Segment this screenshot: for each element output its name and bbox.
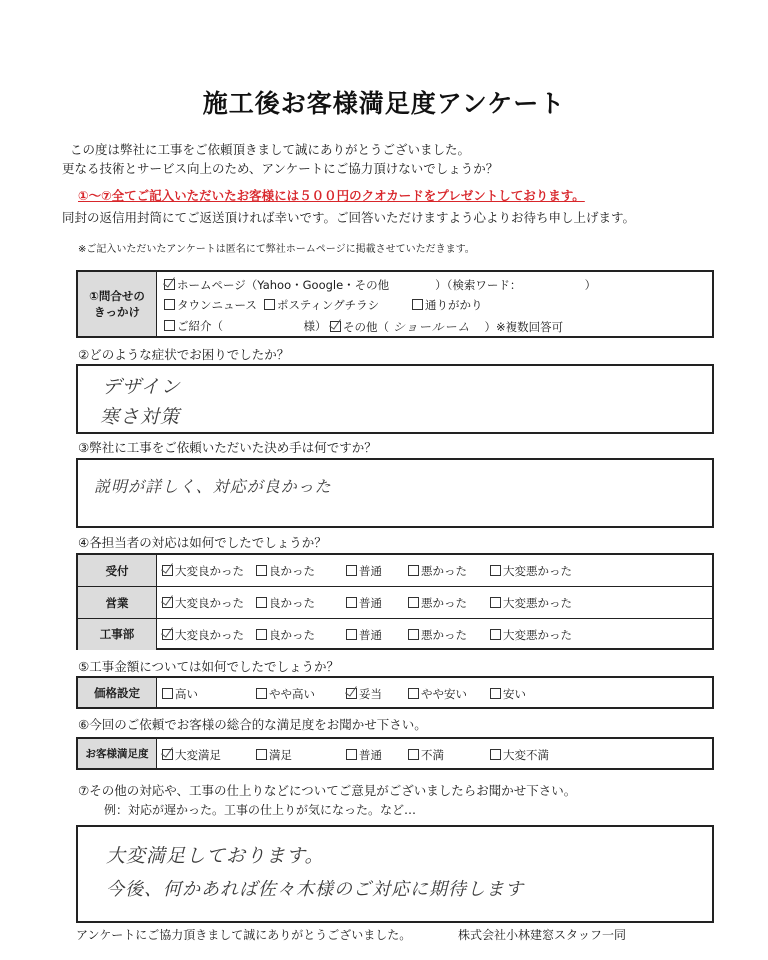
q5-table bbox=[76, 676, 714, 709]
q1-box bbox=[76, 270, 714, 338]
q2-answer-line-1: デザイン bbox=[102, 376, 181, 398]
q4-row bbox=[78, 618, 712, 650]
checkbox-icon[interactable] bbox=[412, 299, 423, 310]
checkbox-icon[interactable] bbox=[408, 688, 419, 699]
option-label: 普通 bbox=[359, 564, 382, 578]
q5-option-3[interactable] bbox=[408, 686, 467, 702]
checkbox-icon[interactable] bbox=[164, 299, 175, 310]
checkbox-icon[interactable] bbox=[346, 629, 357, 640]
q4-option-1[interactable] bbox=[256, 595, 315, 611]
option-label: 不満 bbox=[421, 748, 444, 762]
q4-option-4[interactable] bbox=[490, 627, 572, 643]
checkbox-icon[interactable] bbox=[256, 688, 267, 699]
q3-answer: 説明が詳しく、対応が良かった bbox=[94, 477, 332, 496]
q1-other-handwritten: ショールーム bbox=[393, 320, 471, 334]
q6-option-1[interactable] bbox=[256, 747, 292, 763]
company-signature: 株式会社小林建窓スタッフ一同 bbox=[458, 928, 627, 942]
q6-question: ⑥今回のご依頼でお客様の総合的な満足度をお聞かせ下さい。 bbox=[78, 717, 427, 732]
q1-option-homepage[interactable]: ホームページ（Yahoo・Google・その他 ）（検索ワード： ） bbox=[164, 277, 596, 293]
checkbox-icon[interactable] bbox=[162, 688, 173, 699]
q4-option-0[interactable] bbox=[162, 595, 244, 611]
checkbox-icon[interactable] bbox=[346, 749, 357, 760]
q7-answer-line-2: 今後、何かあれば佐々木様のご対応に期待します bbox=[106, 879, 524, 900]
q1-option-pass-by[interactable]: 通りがかり bbox=[412, 297, 483, 313]
q5-question: ⑤工事金額については如何でしたでしょうか？ bbox=[78, 659, 339, 674]
option-label: 妥当 bbox=[359, 687, 382, 701]
q6-label: お客様満足度 bbox=[78, 739, 157, 768]
option-label: 悪かった bbox=[421, 596, 467, 611]
q7-example: 例：対応が遅かった。工事の仕上りが気になった。など… bbox=[104, 803, 417, 817]
option-label: 安い bbox=[503, 687, 526, 701]
q4-option-2[interactable] bbox=[346, 563, 382, 579]
option-label: 大変満足 bbox=[175, 748, 221, 762]
option-label: 悪かった bbox=[421, 564, 467, 578]
q4-option-2[interactable] bbox=[346, 595, 382, 611]
checkbox-icon[interactable] bbox=[162, 565, 173, 576]
option-label: やや安い bbox=[421, 687, 467, 701]
checkbox-icon[interactable] bbox=[490, 749, 501, 760]
q7-question: ⑦その他の対応や、工事の仕上りなどについてご意見がございましたらお聞かせ下さい。 bbox=[78, 783, 577, 798]
thank-you-footer: アンケートにご協力頂きまして誠にありがとうございました。 bbox=[76, 928, 412, 942]
q4-row bbox=[78, 555, 712, 586]
checkbox-icon[interactable] bbox=[490, 597, 501, 608]
quocard-notice: ①～⑦全てご記入いただいたお客様には５００円のクオカードをプレゼントしております。 bbox=[78, 188, 585, 203]
q4-option-1[interactable] bbox=[256, 563, 315, 579]
option-label: 良かった bbox=[269, 596, 315, 611]
checkbox-icon[interactable] bbox=[490, 629, 501, 640]
option-label: 大変悪かった bbox=[503, 564, 572, 578]
q7-answer-box[interactable] bbox=[76, 825, 714, 923]
q1-option-posting[interactable]: ポスティングチラシ bbox=[264, 297, 379, 313]
q1-option-referral[interactable]: ご紹介（ 様） bbox=[164, 318, 327, 334]
q4-row-label: 営業 bbox=[78, 587, 157, 618]
checkbox-icon[interactable] bbox=[490, 565, 501, 576]
q4-option-2[interactable] bbox=[346, 627, 382, 643]
q6-option-2[interactable] bbox=[346, 747, 382, 763]
option-label: 大変良かった bbox=[175, 627, 244, 642]
q5-option-0[interactable] bbox=[162, 686, 198, 702]
q4-option-1[interactable] bbox=[256, 627, 315, 643]
checkbox-icon[interactable] bbox=[164, 320, 175, 331]
q5-option-4[interactable] bbox=[490, 686, 526, 702]
q5-option-2[interactable] bbox=[346, 686, 382, 702]
option-label: 普通 bbox=[359, 748, 382, 762]
page-title: 施工後お客様満足度アンケート bbox=[202, 89, 566, 118]
q5-option-1[interactable] bbox=[256, 686, 315, 702]
checkbox-icon[interactable] bbox=[408, 629, 419, 640]
q2-question: ②どのような症状でお困りでしたか？ bbox=[78, 347, 290, 362]
option-label: 良かった bbox=[269, 627, 315, 642]
checkbox-icon[interactable] bbox=[256, 565, 267, 576]
checkbox-icon[interactable] bbox=[408, 565, 419, 576]
option-label: 普通 bbox=[359, 627, 382, 642]
option-label: 悪かった bbox=[421, 627, 467, 642]
q3-question: ③弊社に工事をご依頼いただいた決め手は何ですか？ bbox=[78, 440, 377, 455]
q1-option-town-news[interactable]: タウンニュース bbox=[164, 297, 257, 313]
option-label: 大変良かった bbox=[175, 564, 244, 578]
checkbox-icon[interactable] bbox=[408, 597, 419, 608]
q6-option-3[interactable] bbox=[408, 747, 444, 763]
q4-option-3[interactable] bbox=[408, 595, 467, 611]
checkbox-icon[interactable] bbox=[346, 565, 357, 576]
checkbox-icon[interactable] bbox=[162, 597, 173, 608]
q1-label: ①問合せの きっかけ bbox=[78, 272, 157, 336]
q4-option-0[interactable] bbox=[162, 563, 244, 579]
q4-option-4[interactable] bbox=[490, 563, 572, 579]
checkbox-icon[interactable] bbox=[162, 749, 173, 760]
option-label: 普通 bbox=[359, 596, 382, 611]
q6-option-4[interactable] bbox=[490, 747, 549, 763]
q4-question: ④各担当者の対応は如何でしたでしょうか？ bbox=[78, 535, 327, 550]
checkbox-icon[interactable] bbox=[256, 749, 267, 760]
option-label: 高い bbox=[175, 687, 198, 701]
checkbox-icon[interactable] bbox=[162, 629, 173, 640]
option-label: やや高い bbox=[269, 687, 315, 701]
q4-option-0[interactable] bbox=[162, 627, 244, 643]
q3-answer-box[interactable] bbox=[76, 458, 714, 528]
checkbox-icon[interactable] bbox=[408, 749, 419, 760]
option-label: 満足 bbox=[269, 748, 292, 762]
q2-answer-line-2: 寒さ対策 bbox=[100, 406, 181, 428]
q5-label: 価格設定 bbox=[78, 678, 157, 707]
intro-line-1: この度は弊社に工事をご依頼頂きまして誠にありがとうございました。 bbox=[70, 142, 471, 157]
q6-option-0[interactable] bbox=[162, 747, 221, 763]
option-label: 良かった bbox=[269, 564, 315, 578]
checkbox-icon[interactable] bbox=[346, 597, 357, 608]
q4-option-3[interactable] bbox=[408, 563, 467, 579]
q4-row-label: 受付 bbox=[78, 555, 157, 586]
intro-line-2: 更なる技術とサービス向上のため、アンケートにご協力頂けないでしょうか？ bbox=[62, 161, 499, 176]
checkbox-icon[interactable] bbox=[256, 597, 267, 608]
checkbox-icon[interactable] bbox=[330, 321, 341, 332]
option-label: 大変良かった bbox=[175, 596, 244, 611]
q4-option-4[interactable] bbox=[490, 595, 572, 611]
anonymity-note: ※ご記入いただいたアンケートは匿名にて弊社ホームページに掲載させていただきます。 bbox=[78, 244, 475, 255]
checkbox-icon[interactable] bbox=[164, 279, 175, 290]
q4-table bbox=[76, 553, 714, 650]
checkbox-icon[interactable] bbox=[264, 299, 275, 310]
intro-line-4: 同封の返信用封筒にてご返送頂ければ幸いです。ご回答いただけますよう心よりお待ち申し上げます。 bbox=[62, 210, 636, 225]
q1-option-other[interactable]: その他（ ショールーム ）※複数回答可 bbox=[330, 318, 563, 335]
checkbox-icon[interactable] bbox=[346, 688, 357, 699]
q6-table bbox=[76, 737, 714, 770]
q7-answer-line-1: 大変満足しております。 bbox=[106, 845, 325, 867]
option-label: 大変不満 bbox=[503, 748, 549, 762]
option-label: 大変悪かった bbox=[503, 627, 572, 642]
q4-row bbox=[78, 586, 712, 618]
q2-answer-box[interactable] bbox=[76, 364, 714, 434]
q4-row-label: 工事部 bbox=[78, 619, 157, 650]
checkbox-icon[interactable] bbox=[256, 629, 267, 640]
checkbox-icon[interactable] bbox=[490, 688, 501, 699]
q4-option-3[interactable] bbox=[408, 627, 467, 643]
option-label: 大変悪かった bbox=[503, 596, 572, 611]
